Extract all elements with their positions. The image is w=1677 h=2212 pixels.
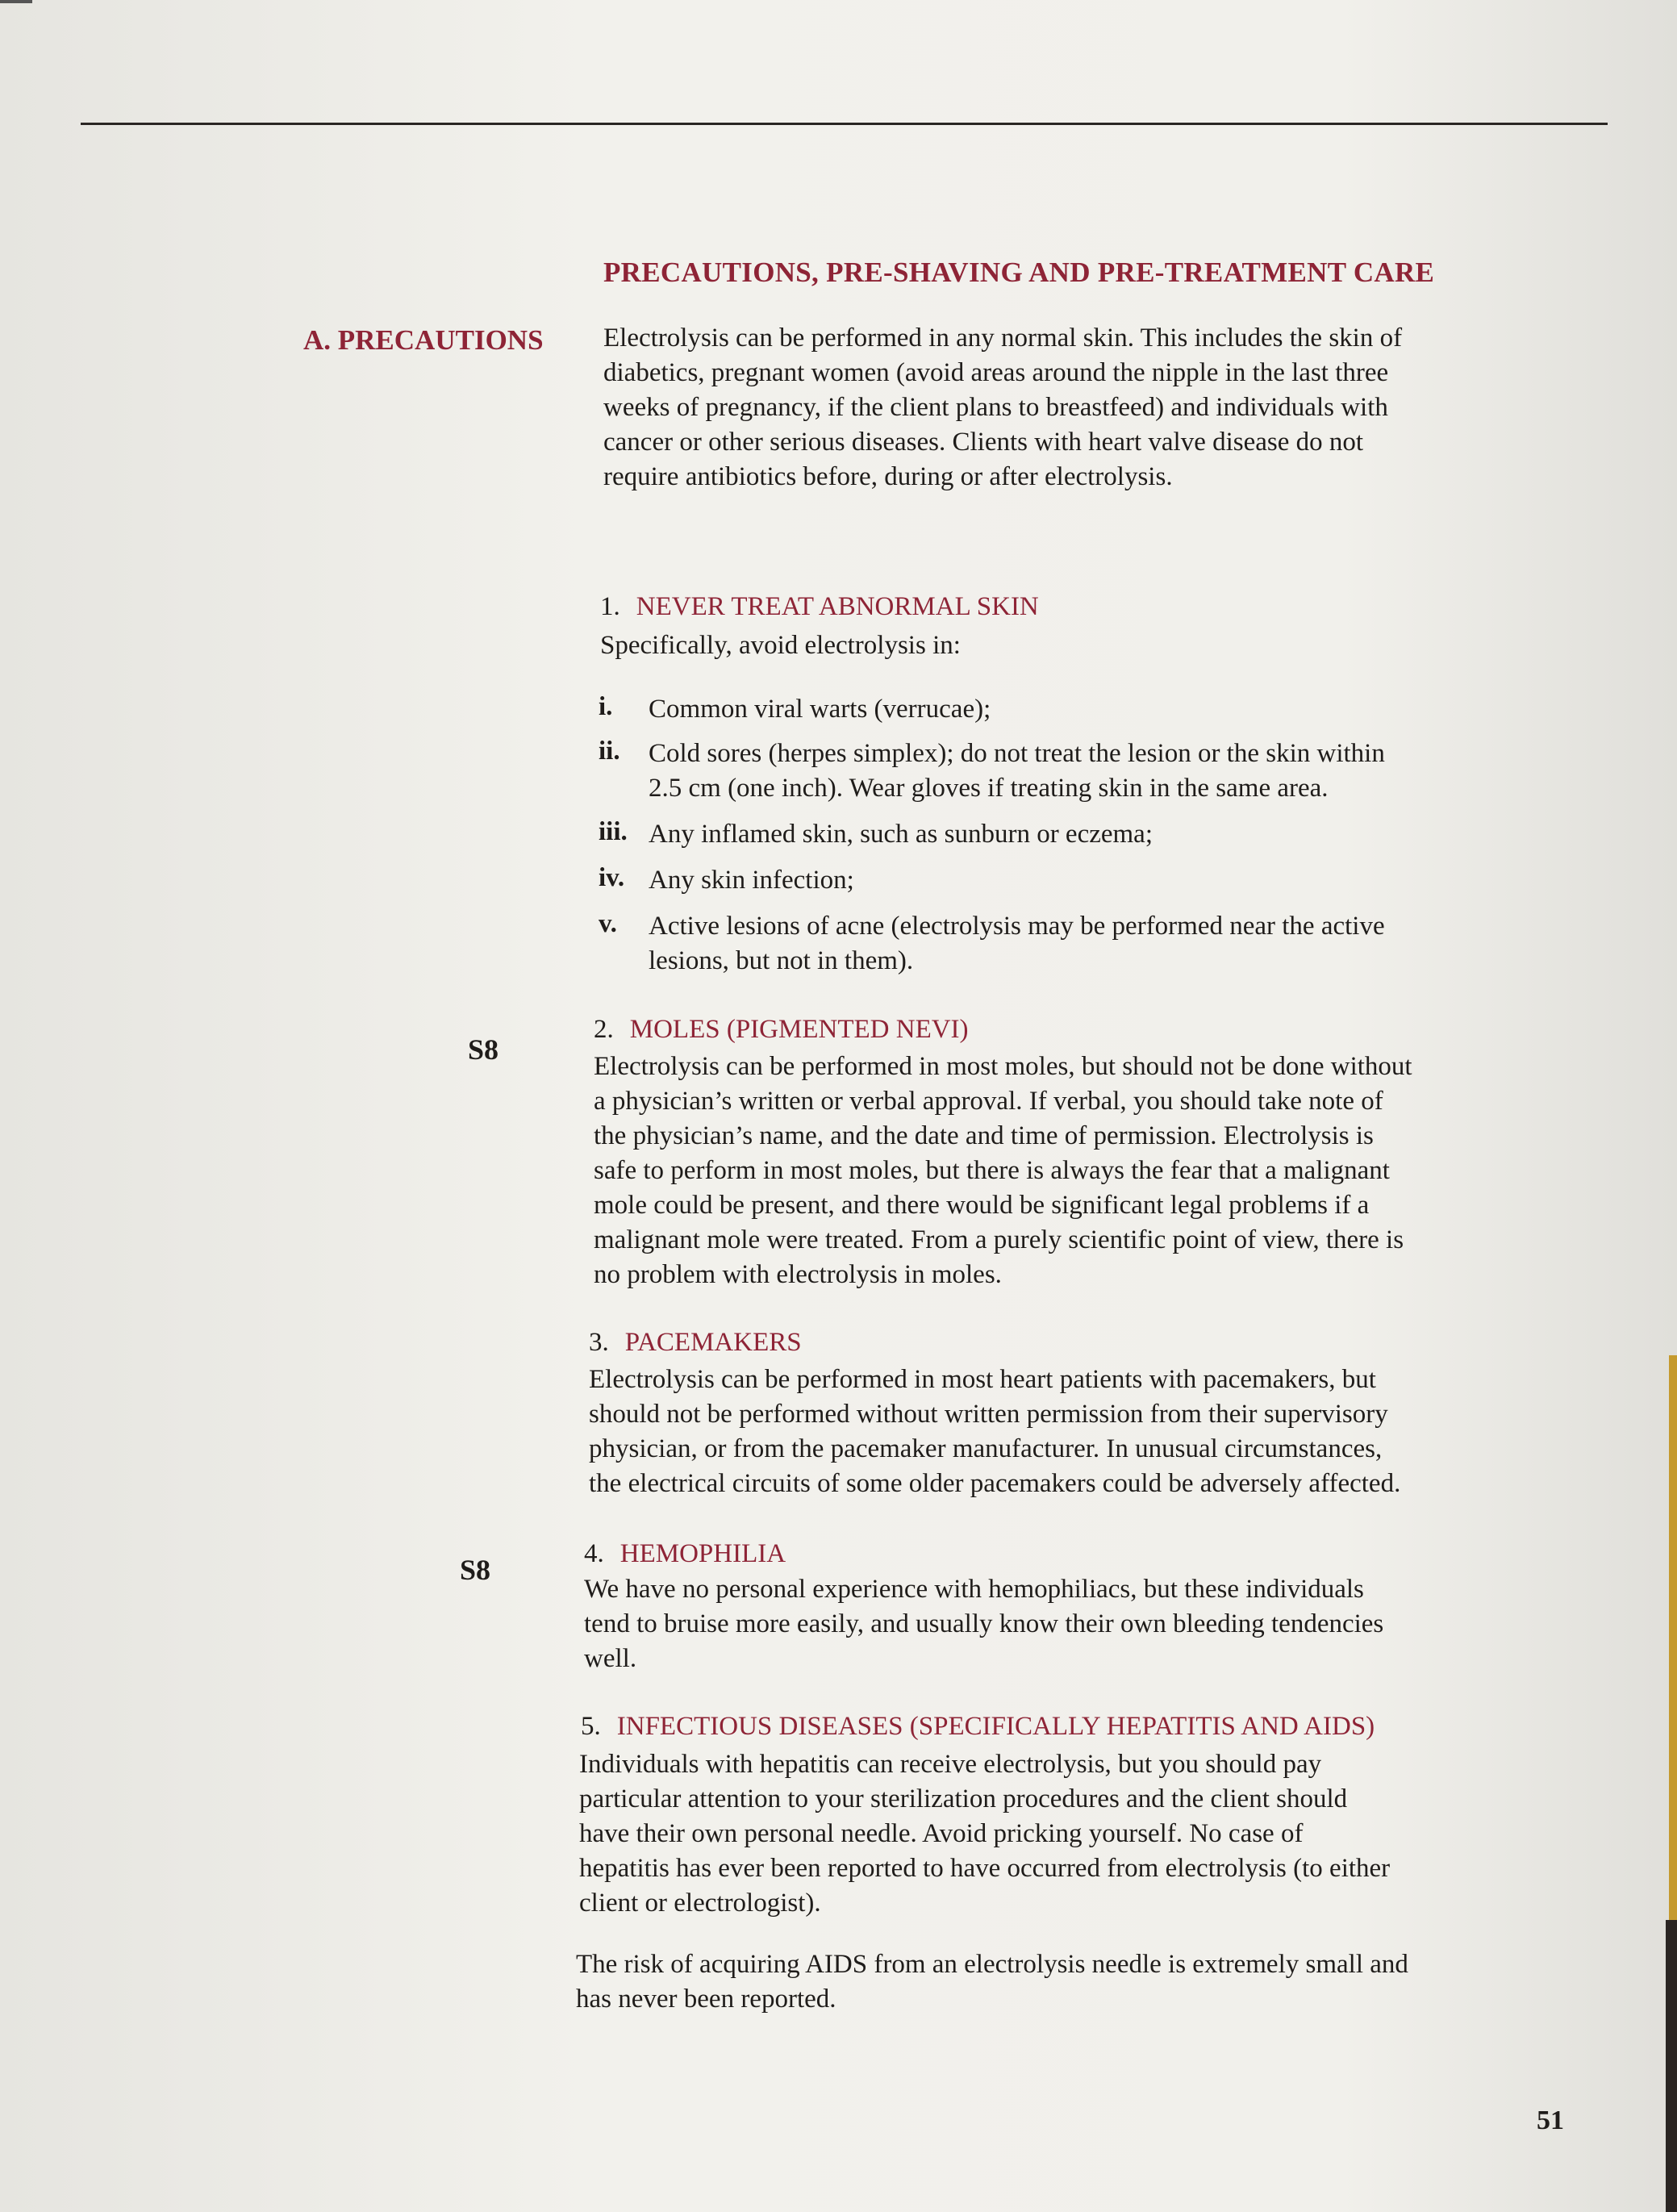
item-1-lead-text: Specifically, avoid electrolysis in: [600, 631, 961, 660]
page-number: 51 [1537, 2106, 1564, 2135]
body-line: particular attention to your sterilization procedures and the client should [579, 1784, 1348, 1813]
list-text: Any skin infection; [649, 866, 854, 895]
item-1-heading [600, 592, 1039, 622]
list-text: Cold sores (herpes simplex); do not treat the lesion or the skin within [649, 739, 1385, 768]
list-text: Common viral warts (verrucae); [649, 695, 991, 724]
list-marker: i. [599, 692, 613, 721]
intro-line: require antibiotics before, during or after electrolysis. [603, 462, 1173, 491]
body-line: tend to bruise more easily, and usually know their own bleeding tendencies [584, 1609, 1384, 1638]
body-line: hepatitis has ever been reported to have occurred from electrolysis (to either [579, 1854, 1391, 1883]
item-5-number: 5. [581, 1712, 601, 1741]
body-line: malignant mole were treated. From a purely scientific point of view, there is [594, 1225, 1404, 1254]
item-2-title: MOLES (PIGMENTED NEVI) [629, 1015, 969, 1044]
body-line: no problem with electrolysis in moles. [594, 1260, 1002, 1289]
item-4-heading [584, 1539, 786, 1569]
section-a-label: A. PRECAUTIONS [303, 324, 544, 356]
item-5-heading [581, 1712, 1375, 1742]
body-line: the electrical circuits of some older pacemakers could be adversely affected. [589, 1469, 1401, 1498]
item-2-heading [594, 1015, 969, 1045]
list-text: Any inflamed skin, such as sunburn or eczema; [649, 820, 1153, 849]
list-marker: iv. [599, 863, 625, 892]
item-4-body [584, 1572, 1383, 1676]
item-3-number: 3. [589, 1328, 609, 1357]
item-2-body [594, 1050, 1412, 1292]
body-line: The risk of acquiring AIDS from an electrolysis needle is extremely small and [576, 1950, 1408, 1979]
item-3-heading [589, 1328, 802, 1358]
intro-line: Electrolysis can be performed in any normal skin. This includes the skin of [603, 323, 1403, 353]
item-5-body [579, 1747, 1390, 1921]
list-marker: v. [599, 909, 617, 938]
section-a-intro [603, 321, 1402, 495]
body-line: should not be performed without written permission from their supervisory [589, 1400, 1388, 1429]
margin-note-s8: S8 [468, 1033, 499, 1066]
header-rule [81, 123, 1608, 125]
page-edge-shadow [1666, 1920, 1677, 2212]
body-line: mole could be present, and there would be significant legal problems if a [594, 1191, 1370, 1220]
corner-mark [0, 0, 32, 3]
item-5-body-aids [576, 1947, 1408, 2017]
page-title: PRECAUTIONS, PRE-SHAVING AND PRE-TREATMENT CARE [603, 257, 1435, 288]
item-5-title: INFECTIOUS DISEASES (SPECIFICALLY HEPATITIS AND AIDS) [616, 1712, 1375, 1741]
intro-line: cancer or other serious diseases. Clients with heart valve disease do not [603, 428, 1364, 457]
body-line: client or electrologist). [579, 1889, 821, 1918]
body-line: Electrolysis can be performed in most heart patients with pacemakers, but [589, 1365, 1376, 1394]
item-3-title: PACEMAKERS [624, 1328, 802, 1357]
body-line: Electrolysis can be performed in most moles, but should not be done without [594, 1052, 1412, 1081]
body-line: has never been reported. [576, 1985, 836, 2014]
list-text: 2.5 cm (one inch). Wear gloves if treating skin in the same area. [649, 774, 1329, 803]
margin-note-s8: S8 [460, 1554, 491, 1586]
body-line: physician, or from the pacemaker manufacturer. In unusual circumstances, [589, 1434, 1383, 1463]
list-text: lesions, but not in them). [649, 946, 914, 975]
item-1-lead [600, 628, 961, 663]
list-marker: iii. [599, 817, 628, 846]
list-text: Active lesions of acne (electrolysis may be performed near the active [649, 912, 1385, 941]
body-line: We have no personal experience with hemophiliacs, but these individuals [584, 1575, 1364, 1604]
list-marker: ii. [599, 737, 620, 766]
item-4-title: HEMOPHILIA [619, 1539, 786, 1568]
body-line: well. [584, 1644, 637, 1673]
body-line: have their own personal needle. Avoid pricking yourself. No case of [579, 1819, 1304, 1848]
page-edge-strip [1669, 1355, 1677, 1920]
intro-line: diabetics, pregnant women (avoid areas around the nipple in the last three [603, 358, 1389, 387]
intro-line: weeks of pregnancy, if the client plans to breastfeed) and individuals with [603, 393, 1388, 422]
body-line: a physician’s written or verbal approval. If verbal, you should take note of [594, 1087, 1383, 1116]
item-1-title: NEVER TREAT ABNORMAL SKIN [636, 592, 1039, 621]
body-line: safe to perform in most moles, but there is always the fear that a malignant [594, 1156, 1390, 1185]
item-2-number: 2. [594, 1015, 614, 1044]
item-3-body [589, 1363, 1400, 1501]
body-line: the physician’s name, and the date and time of permission. Electrolysis is [594, 1121, 1374, 1150]
item-1-number: 1. [600, 592, 620, 621]
body-line: Individuals with hepatitis can receive electrolysis, but you should pay [579, 1750, 1322, 1779]
item-4-number: 4. [584, 1539, 604, 1568]
